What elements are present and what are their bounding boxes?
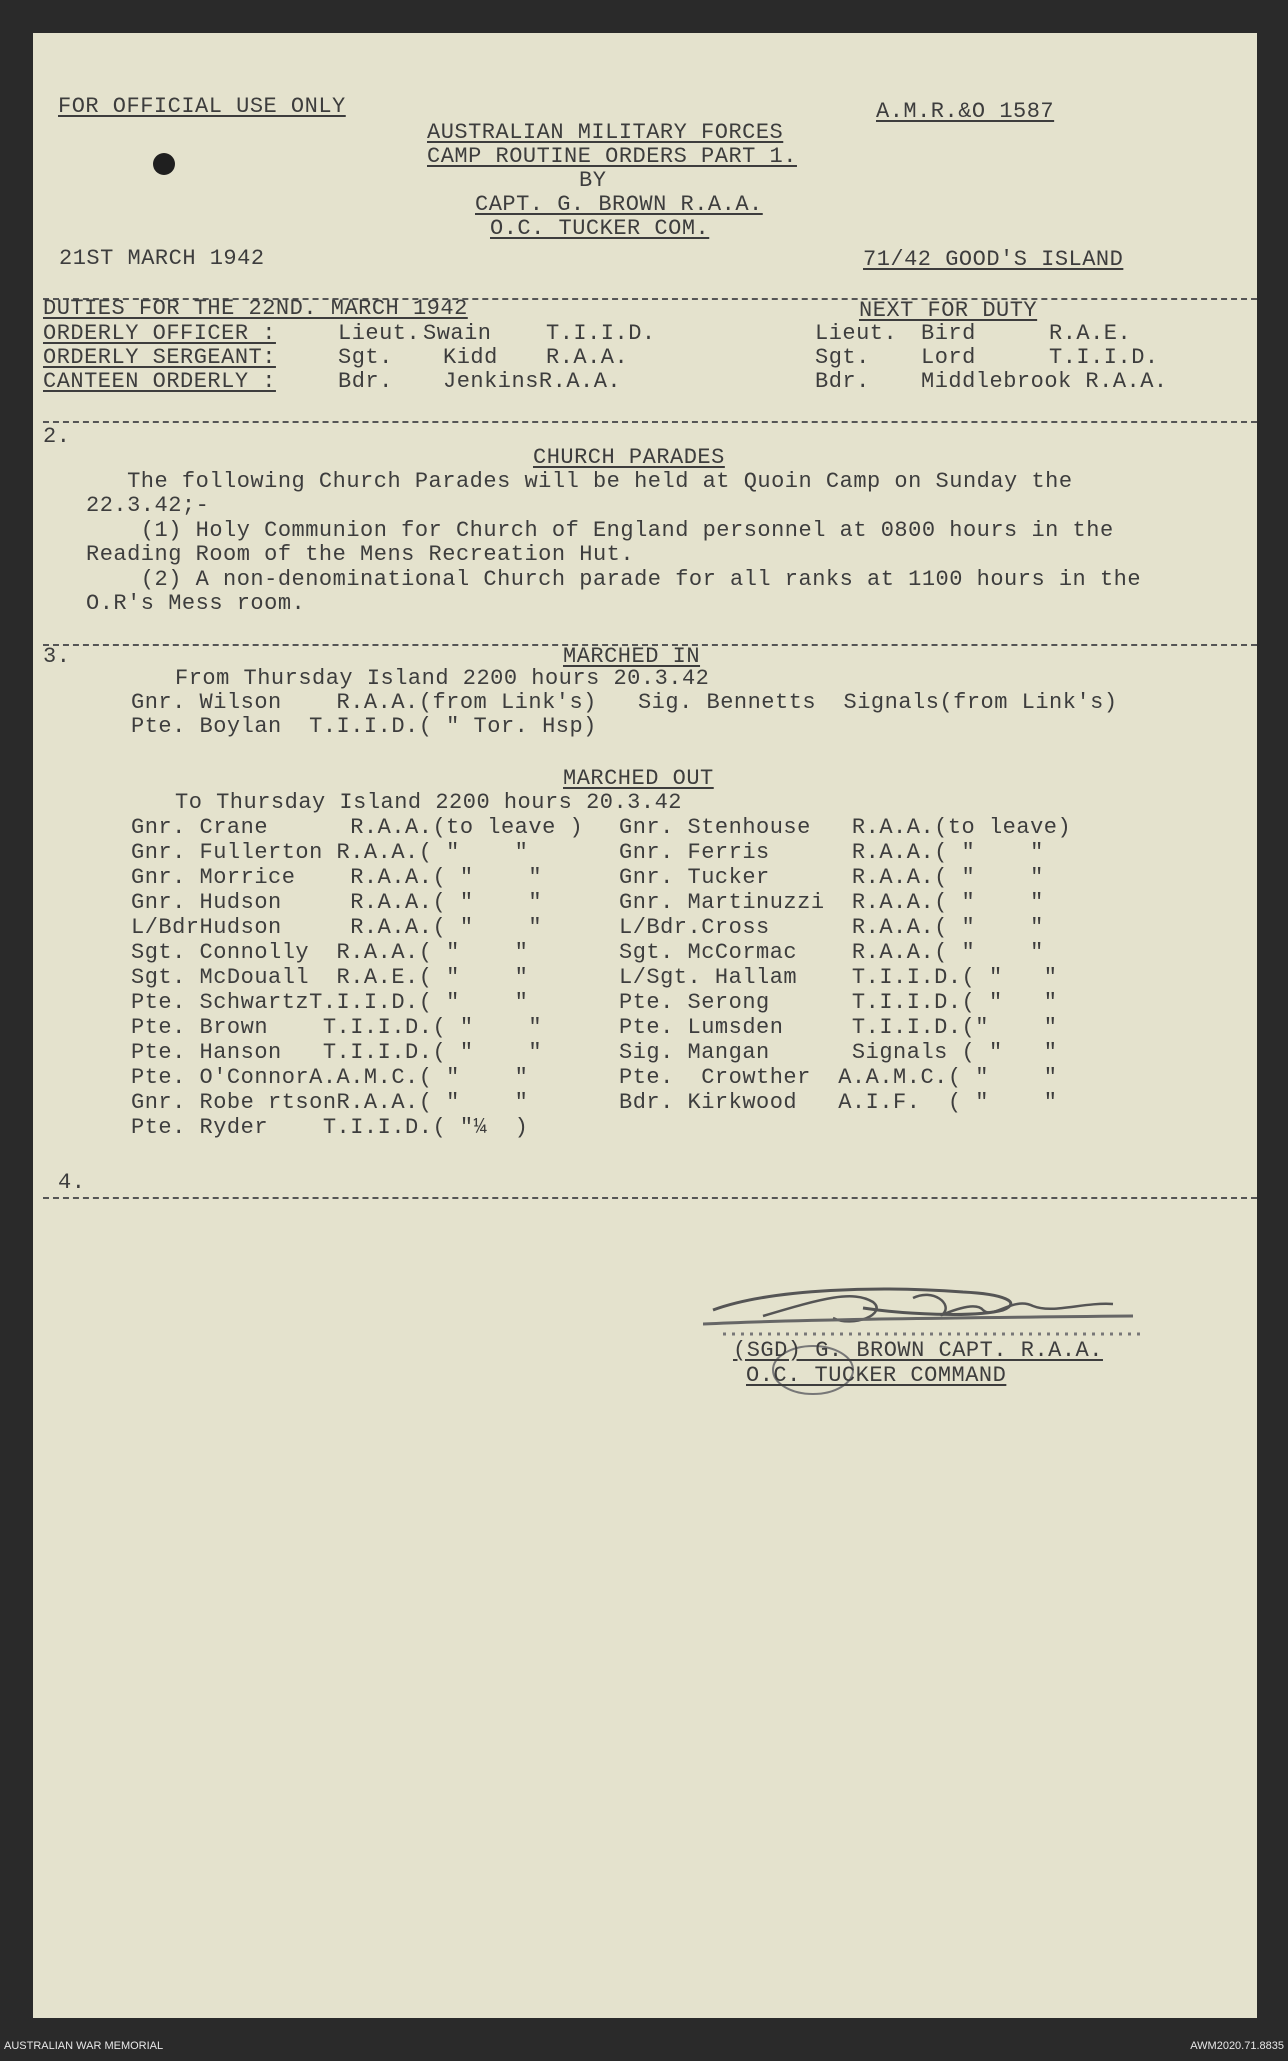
next-name: Bird — [921, 321, 976, 346]
marched-out-row: Gnr. Martinuzzi R.A.A.( " " — [619, 890, 1058, 915]
marched-out-row: Gnr. Hudson R.A.A.( " " — [131, 890, 556, 915]
divider — [43, 1197, 1257, 1199]
captain-name: CAPT. G. BROWN R.A.A. — [475, 192, 763, 217]
duty-role: ORDERLY SERGEANT: — [43, 345, 276, 370]
duties-heading: DUTIES FOR THE 22ND. MARCH 1942 — [43, 296, 468, 321]
duty-name: JenkinsR.A.A. — [443, 369, 622, 394]
reference-number: A.M.R.&O 1587 — [876, 99, 1055, 124]
archive-id: AWM2020.71.8835 — [1190, 2040, 1284, 2052]
marched-out-row: Bdr. Kirkwood A.I.F. ( " " — [619, 1090, 1072, 1115]
org-title: AUSTRALIAN MILITARY FORCES — [427, 120, 784, 145]
marched-out-row: Pte. Ryder T.I.I.D.( "¼ ) — [131, 1115, 529, 1140]
marched-out-row: Sgt. McCormac R.A.A.( " " — [619, 940, 1058, 965]
duty-rank: Sgt. — [338, 345, 393, 370]
marched-out-row: Pte. Crowther A.A.M.C.( " " — [619, 1065, 1072, 1090]
next-name: Middlebrook R.A.A. — [921, 369, 1168, 394]
marched-out-row: Gnr. Fullerton R.A.A.( " " — [131, 840, 543, 865]
next-rank: Sgt. — [815, 345, 870, 370]
order-number: 71/42 GOOD'S ISLAND — [863, 247, 1124, 272]
document-title: CAMP ROUTINE ORDERS PART 1. — [427, 144, 797, 169]
marched-out-row: Sig. Mangan Signals ( " " — [619, 1040, 1072, 1065]
marched-out-row: Pte. O'ConnorA.A.M.C.( " " — [131, 1065, 543, 1090]
order-date: 21ST MARCH 1942 — [59, 246, 265, 271]
duty-unit: T.I.I.D. — [546, 321, 656, 346]
next-duty-heading: NEXT FOR DUTY — [859, 298, 1038, 323]
duty-name: Swain — [423, 321, 492, 346]
marched-in-row: Gnr. Wilson R.A.A.(from Link's) Sig. Bennetts Signals(from Link's) — [131, 690, 1118, 715]
next-rank: Bdr. — [815, 369, 870, 394]
archive-credit: AUSTRALIAN WAR MEMORIAL — [4, 2040, 164, 2052]
by-label: BY — [579, 168, 607, 193]
marched-out-row: Pte. Lumsden T.I.I.D.(" " — [619, 1015, 1072, 1040]
duty-rank: Lieut. — [338, 321, 421, 346]
marched-out-row: L/Bdr.Cross R.A.A.( " " — [619, 915, 1058, 940]
divider — [43, 421, 1257, 423]
command-name: O.C. TUCKER COM. — [490, 216, 710, 241]
church-text-line: The following Church Parades will be held at Quoin Camp on Sunday the — [86, 469, 1073, 494]
marched-out-row: Sgt. Connolly R.A.A.( " " — [131, 940, 543, 965]
marched-out-row: L/BdrHudson R.A.A.( " " — [131, 915, 556, 940]
church-parades-heading: CHURCH PARADES — [533, 445, 725, 470]
next-rank: Lieut. — [815, 321, 898, 346]
marched-out-row: Gnr. Crane R.A.A.(to leave ) — [131, 815, 584, 840]
official-use-label: FOR OFFICIAL USE ONLY — [58, 94, 346, 119]
church-text-line: Reading Room of the Mens Recreation Hut. — [86, 542, 635, 567]
next-unit: T.I.I.D. — [1049, 345, 1159, 370]
marched-out-row: Sgt. McDouall R.A.E.( " " — [131, 965, 543, 990]
marched-out-row: Pte. SchwartzT.I.I.D.( " " — [131, 990, 543, 1015]
punch-hole — [153, 153, 175, 175]
marched-out-row: Gnr. Robe rtsonR.A.A.( " " — [131, 1090, 543, 1115]
marched-out-row: L/Sgt. Hallam T.I.I.D.( " " — [619, 965, 1072, 990]
church-text-line: O.R's Mess room. — [86, 591, 306, 616]
marched-out-row: Gnr. Tucker R.A.A.( " " — [619, 865, 1058, 890]
section-number: 2. — [43, 424, 71, 449]
marched-in-intro: From Thursday Island 2200 hours 20.3.42 — [175, 666, 710, 691]
church-text-line: (1) Holy Communion for Church of England personnel at 0800 hours in the — [86, 518, 1114, 543]
church-text-line: (2) A non-denominational Church parade for all ranks at 1100 hours in the — [86, 567, 1142, 592]
marched-out-intro: To Thursday Island 2200 hours 20.3.42 — [175, 790, 682, 815]
section-number: 3. — [43, 644, 71, 669]
marched-out-row: Gnr. Stenhouse R.A.A.(to leave) — [619, 815, 1072, 840]
marched-out-row: Gnr. Ferris R.A.A.( " " — [619, 840, 1058, 865]
signature-command: O.C. TUCKER COMMAND — [746, 1363, 1007, 1388]
duty-role: ORDERLY OFFICER : — [43, 321, 276, 346]
marched-out-heading: MARCHED OUT — [563, 766, 714, 791]
document-page — [33, 33, 1257, 2018]
next-name: Lord — [921, 345, 976, 370]
duty-role: CANTEEN ORDERLY : — [43, 369, 276, 394]
marched-in-heading: MARCHED IN — [563, 644, 701, 669]
duty-rank: Bdr. — [338, 369, 393, 394]
signature-line: (SGD) G. BROWN CAPT. R.A.A. — [733, 1338, 1103, 1363]
marched-out-row: Pte. Brown T.I.I.D.( " " — [131, 1015, 556, 1040]
duty-unit: R.A.A. — [546, 345, 629, 370]
marched-in-row: Pte. Boylan T.I.I.D.( " Tor. Hsp) — [131, 714, 597, 739]
duty-name: Kidd — [443, 345, 498, 370]
marched-out-row: Pte. Hanson T.I.I.D.( " " — [131, 1040, 556, 1065]
section-number: 4. — [58, 1170, 86, 1195]
next-unit: R.A.E. — [1049, 321, 1132, 346]
marched-out-row: Pte. Serong T.I.I.D.( " " — [619, 990, 1072, 1015]
marched-out-row: Gnr. Morrice R.A.A.( " " — [131, 865, 556, 890]
church-text-line: 22.3.42;- — [86, 493, 210, 518]
